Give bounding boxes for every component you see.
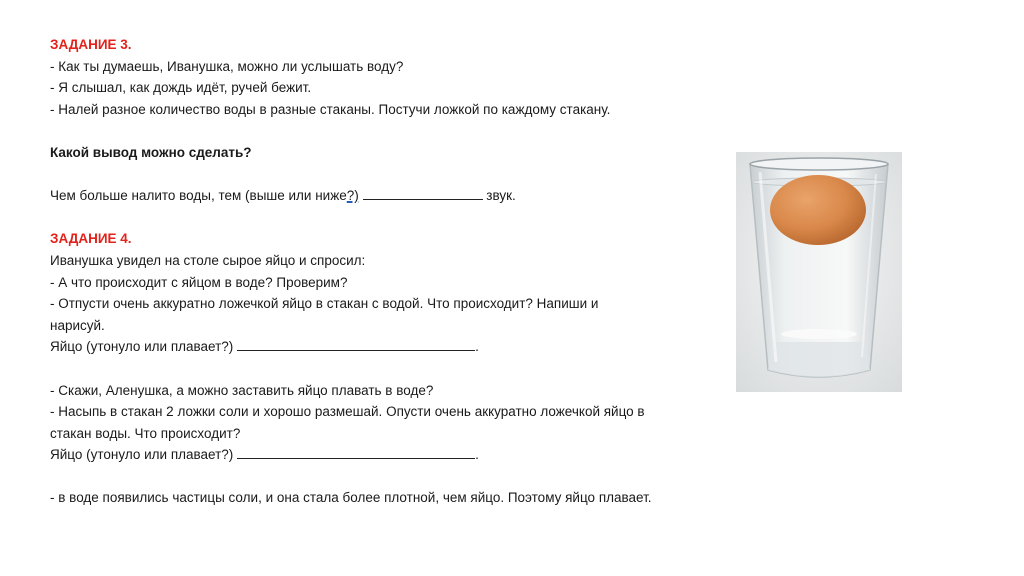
task4-line-6: - Насыпь в стакан 2 ложки соли и хорошо размешай. Опусти очень аккуратно ложечкой яйцо в — [50, 404, 645, 420]
task3-answer-prefix: Чем больше налито воды, тем (выше или ниже — [50, 188, 347, 204]
task3-heading: ЗАДАНИЕ 3. — [50, 37, 132, 52]
task4-line-5: - Скажи, Аленушка, а можно заставить яйцо плавать в воде? — [50, 382, 434, 398]
task3-line-3: - Налей разное количество воды в разные стаканы. Постучи ложкой по каждому стакану. — [50, 101, 611, 117]
spacer — [50, 164, 770, 186]
answer-blank[interactable] — [363, 187, 483, 200]
task4-heading: ЗАДАНИЕ 4. — [50, 231, 132, 247]
task4-answer-1: Яйцо (утонуло или плавает?) . — [50, 339, 479, 355]
task3-answer-suffix: звук. — [486, 188, 516, 204]
answer-blank[interactable] — [237, 338, 475, 351]
spacer — [50, 120, 770, 142]
task4-line-2: - А что происходит с яйцом в воде? Проверим? — [50, 274, 348, 290]
glass-with-egg-photo — [736, 152, 902, 392]
task4-answer-2: Яйцо (утонуло или плавает?) . — [50, 447, 479, 463]
task4-line-4: нарисуй. — [50, 317, 105, 333]
task4-conclusion: - в воде появились частицы соли, и она стала более плотной, чем яйцо. Поэтому яйцо плавает. — [50, 490, 652, 506]
task4-line-7: стакан воды. Что происходит? — [50, 425, 241, 441]
spacer — [50, 466, 770, 488]
task3-line-2: - Я слышал, как дождь идёт, ручей бежит. — [50, 80, 312, 96]
task3-line-1: - Как ты думаешь, Иванушка, можно ли услышать воду? — [50, 58, 404, 74]
task4-line-1: Иванушка увидел на столе сырое яйцо и спросил: — [50, 252, 366, 268]
glass-illustration — [736, 152, 902, 392]
task4-answer-1-label: Яйцо (утонуло или плавает?) — [50, 339, 234, 355]
task4-answer-2-label: Яйцо (утонуло или плавает?) — [50, 447, 234, 463]
answer-blank[interactable] — [237, 446, 475, 459]
task4-line-3: - Отпусти очень аккуратно ложечкой яйцо в стакан с водой. Что происходит? Напиши и — [50, 296, 599, 312]
spacer — [50, 207, 770, 229]
spacer — [50, 358, 770, 380]
task3-answer-line — [50, 185, 770, 207]
task3-answer-q: ?) — [346, 188, 359, 204]
task3-question: Какой вывод можно сделать? — [50, 144, 252, 160]
worksheet — [50, 34, 770, 509]
egg-icon — [770, 175, 866, 245]
